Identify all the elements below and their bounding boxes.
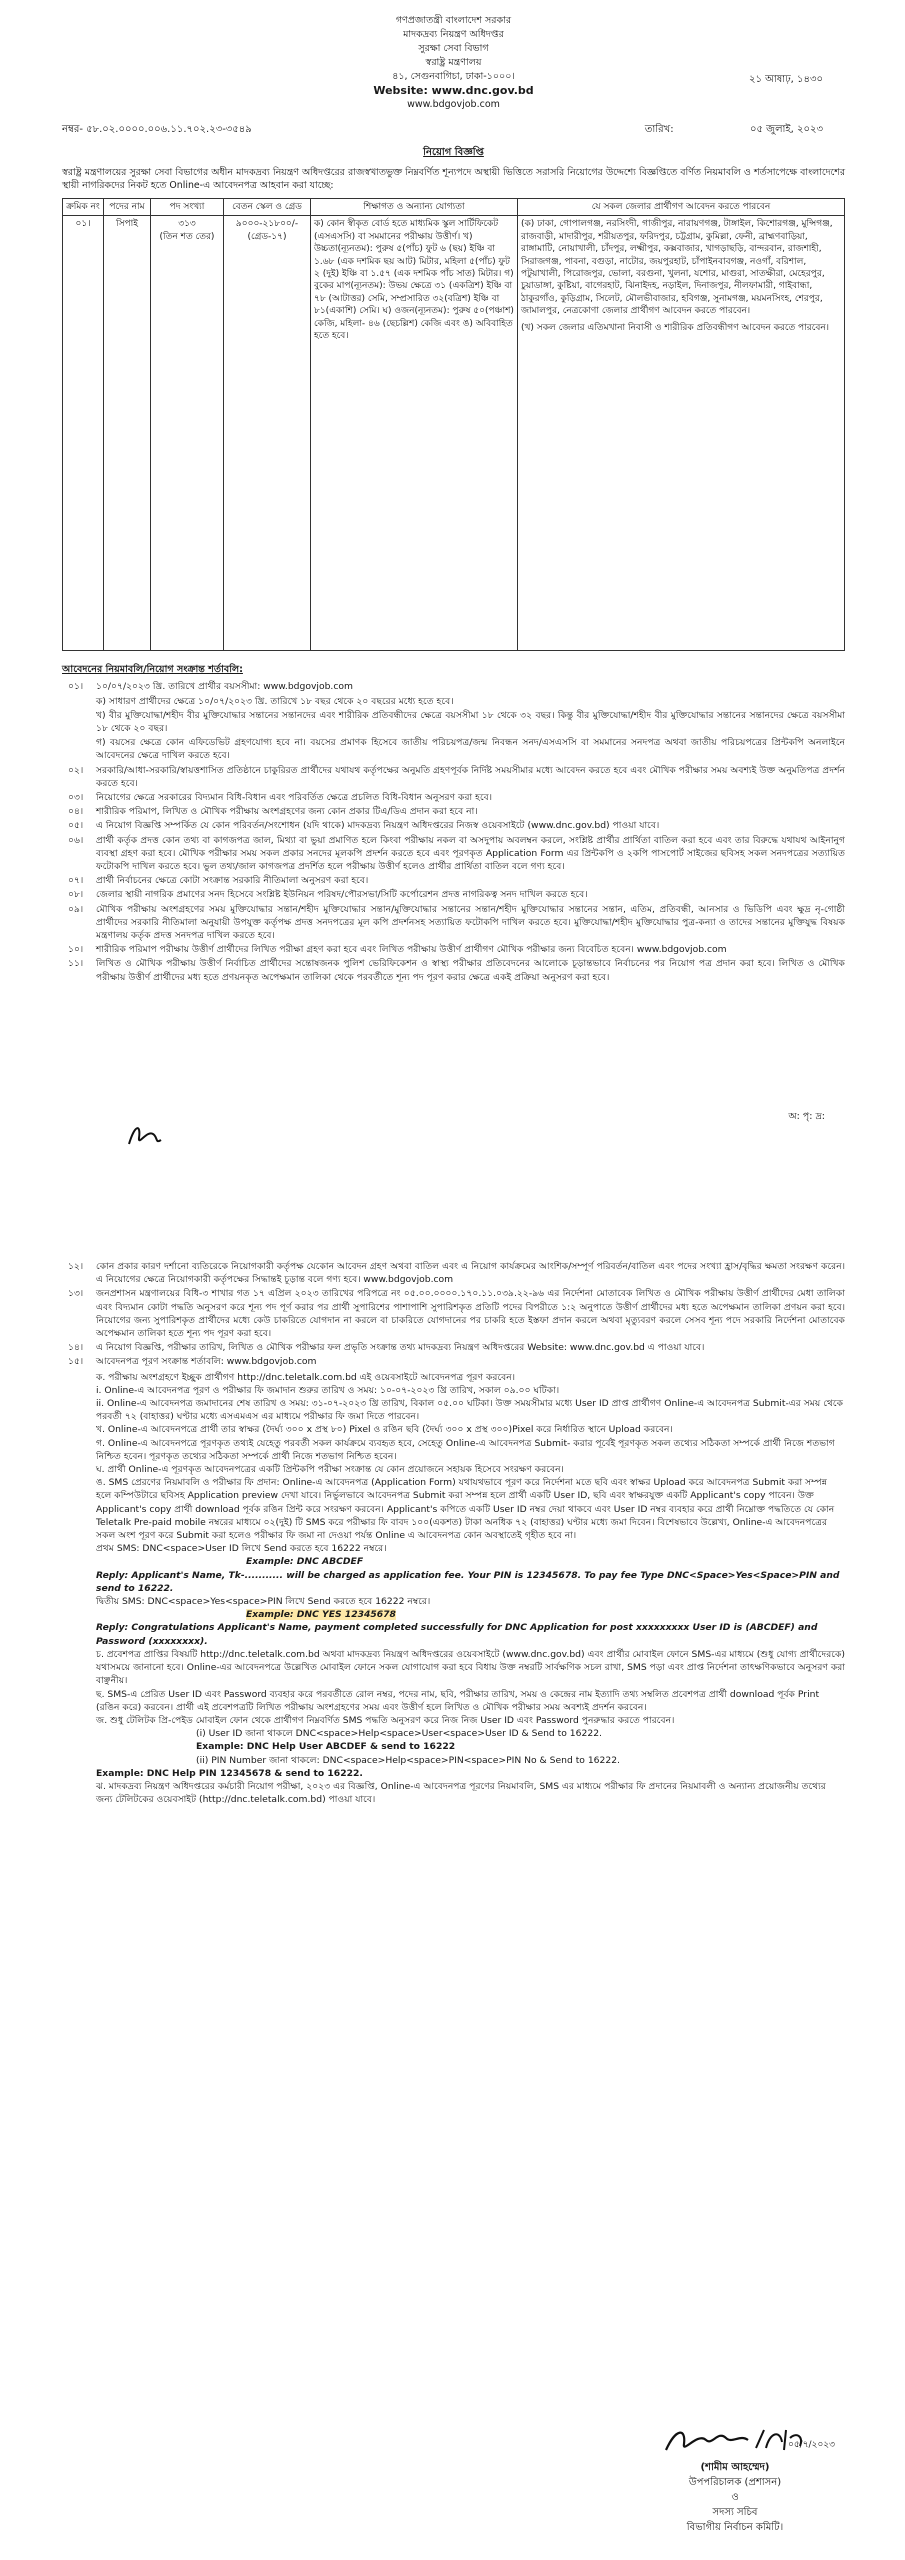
- date-english-wrap: [645, 122, 823, 139]
- apply-d: ঘ. প্রার্থী Online-এ পূরণকৃত আবেদনপত্রের একটি প্রিন্টকপি পরীক্ষা সংক্রান্ত যে কোন প্রয়োজনে সহায়ক হিসেবে সংরক্ষণ করবেন।: [96, 1464, 564, 1476]
- date-bengali: ২১ আষাঢ়, ১৪৩০: [748, 74, 823, 85]
- rule-item: [62, 764, 845, 790]
- rule-item: [62, 888, 845, 901]
- rule-text: জেলার স্থায়ী নাগরিক প্রমাণের সনদ হিসেবে সংশ্লিষ্ট ইউনিয়ন পরিষদ/পৌরসভা/সিটি কর্পোরেশন প্রদত্ত নাগরিকত্ব সনদ দাখিল করতে হবে।: [96, 889, 588, 901]
- rule-text: জনপ্রশাসন মন্ত্রণালয়ের বিধি-৩ শাখার গত ১৭ এপ্রিল ২০২৩ তারিখের পরিপত্রে নং ০৫.০০.০০০০.১৭০.১১.০৩৯.২২-৯৬ এর নির্দেশনা মোতাবেক লিখিত ও মৌখিক পরীক্ষায় উত্তীর্ণ প্রার্থীদের মেধা তালিকা এবং বিদ্যমান কোটা পদ্ধতি অনুসরণ করে শূন্য পদ পূর্ণ করার পর প্রার্থী সুপারিশের পাশাপাশি সুপারিশকৃত প্রতিটি পদের বিপরীতে ১:২ অনুপাতে উত্তীর্ণ প্রার্থীদের মধ্য হতে অপেক্ষমান তালিকা প্রণয়ন করা হবে। নিয়োগের জন্য সুপারিশকৃত প্রার্থীদের মধ্যে কেউ চাকরিতে যোগদান না করলে বা চাকরিতে যোগদানের পর চাকরি হতে ইস্তফা প্রদান করলে অথবা মৃত্যুবরণ করলে সেসব শূন্য পদে সরকারি নির্দেশনা মোতাবেক অপেক্ষমান তালিকা হতে শূন্য পদ পূরণ করা হবে।: [96, 1288, 845, 1340]
- rule-number: ১৫।: [68, 1356, 84, 1368]
- sms-example-1: Example: DNC ABCDEF: [246, 1556, 364, 1568]
- date-block: [749, 72, 823, 88]
- date-english: ০৫ জুলাই, ২০২৩: [749, 124, 823, 135]
- rule-item: [62, 695, 845, 708]
- recover-pin-example: Example: DNC Help PIN 12345678 & send to 16222.: [96, 1767, 363, 1779]
- districts-a: (ক) ঢাকা, গোপালগঞ্জ, নরসিংদী, গাজীপুর, নারায়ণগঞ্জ, টাঙ্গাইল, কিশোরগঞ্জ, মুন্সিগঞ্জ, রাজবাড়ী, মাদারীপুর, শরীয়তপুর, ফরিদপুর, চট্টগ্রাম, কুমিল্লা, ফেনী, ব্রাহ্মণবাড়িয়া, রাঙ্গামাটি, নোয়াখালী, চাঁদপুর, লক্ষ্মীপুর, কক্সবাজার, খাগড়াছড়ি, বান্দরবান, রাজশাহী, সিরাজগঞ্জ, পাবনা, বগুড়া, নাটোর, জয়পুরহাট, চাঁপাইনবাবগঞ্জ, নওগাঁ, বরিশাল, পটুয়াখালী, পিরোজপুর, ভোলা, বরগুনা, খুলনা, যশোর, মাগুরা, সাতক্ষীরা, মেহেরপুর, চুয়াডাঙ্গা, কুষ্টিয়া, বাগেরহাট, ঝিনাইদহ, নড়াইল, দিনাজপুর, নীলফামারী, গাইবান্ধা, ঠাকুরগাঁও, কুড়িগ্রাম, সিলেট, মৌলভীবাজার, হবিগঞ্জ, সুনামগঞ্জ, ময়মনসিংহ, শেরপুর, জামালপুর, নেত্রকোণা জেলার প্রার্থীগণ আবেদন করতে পারবেন।: [521, 219, 833, 317]
- rule-number: [62, 709, 96, 735]
- rule-text: খ) বীর মুক্তিযোদ্ধা/শহীদ বীর মুক্তিযোদ্ধার সন্তানের সন্তানদের এবং শারীরিক প্রতিবন্ধীদের ক্ষেত্রে বয়সসীমা ১৮ থেকে ৩২ বছর। কিন্তু বীর মুক্তিযোদ্ধা/শহীদ বীর মুক্তিযোদ্ধার সন্তানের সন্তানদের ক্ষেত্রে বয়সসীমা ১৮ থেকে ২০ বছর।: [96, 709, 845, 735]
- rule-item: [62, 709, 845, 735]
- rule-item: [62, 680, 845, 693]
- rules-list-page-1: [62, 680, 845, 983]
- table-row: [63, 216, 845, 651]
- address: ৪১, সেগুনবাগিচা, ঢাকা-১০০০।: [392, 71, 515, 82]
- col-count: পদ সংখ্যা: [151, 199, 224, 216]
- rule-text: সরকারি/আধা-সরকারি/স্বায়ত্তশাসিত প্রতিষ্ঠানে চাকুরিরত প্রার্থীদের যথাযথ কর্তৃপক্ষের অনুমতি গ্রহণপূর্বক নির্দিষ্ট সময়সীমার মধ্যে আবেদন করতে হবে এবং মৌখিক পরীক্ষার সময় অবশ্যই উক্ত অনুমতিপত্র প্রদর্শন করতে হবে।: [96, 764, 845, 789]
- apply-f: চ. প্রবেশপত্র প্রাপ্তির বিষয়টি http://dnc.teletalk.com.bd অথবা মাদকদ্রব্য নিয়ন্ত্রণ অধিদপ্তরের ওয়েবসাইটে (www.dnc.gov.bd) এবং প্রার্থীর মোবাইল ফোনে SMS-এর মাধ্যমে (শুধু যোগ্য প্রার্থীদেরকে) যথাসময়ে জানানো হবে। Online-এর আবেদনপত্রে উল্লেখিত মোবাইল ফোনে সকল যোগাযোগ করা হবে বিধায় উক্ত নম্বরটি সার্বক্ষণিক সচল রাখা, SMS পড়া এবং প্রাপ্ত নির্দেশনা তাৎক্ষণিকভাবে অনুসরণ করা বাঞ্ছনীয়।: [96, 1648, 846, 1687]
- page-separator: [0, 1190, 905, 1250]
- count-words: (তিন শত তের): [159, 231, 215, 242]
- rule-text: শারীরিক পরিমাপ, লিখিত ও মৌখিক পরীক্ষায় অংশগ্রহণের জন্য কোন প্রকার টিএ/ডিএ প্রদান করা হবে না।: [96, 806, 478, 818]
- apply-e: ঙ. SMS প্রেরণের নিয়মাবলি ও পরীক্ষার ফি প্রদান: Online-এ আবেদনপত্র (Application Form) যথাযথভাবে পূরণ করে নির্দেশনা মতে ছবি এবং স্বাক্ষর Upload করে আবেদনপত্র Submit করা সম্পন্ন হলে কম্পিউটারে ছবিসহ Application preview দেখা যাবে। নির্ভুলভাবে আবেদনপত্র Submit করা সম্পন্ন হলে প্রার্থী একটি User ID, ছবি এবং স্বাক্ষরযুক্ত একটি Applicant's copy পাবেন। উক্ত Applicant's copy প্রার্থী download পূর্বক রঙিন প্রিন্ট করে সংরক্ষণ করবেন। Applicant's কপিতে একটি User ID নম্বর দেয়া থাকবে এবং User ID নম্বর ব্যবহার করে প্রার্থী নিম্নোক্ত পদ্ধতিতে যে কোন Teletalk Pre-paid mobile নম্বরের মাধ্যমে ০২(দুই) টি SMS করে পরীক্ষার ফি বাবদ ১০০(একশত) টাকা অনধিক ৭২ (বাহাত্তর) ঘণ্টার মধ্যে জমা দিবেন। বিশেষভাবে উল্লেখ্য, Online-এ আবেদনপত্রের সকল অংশ পূরণ করে Submit করা হলেও পরীক্ষার ফি জমা না দেওয়া পর্যন্ত Online এ আবেদনপত্র কোন অবস্থাতেই গৃহীত হবে না।: [96, 1477, 835, 1542]
- rule-item: [62, 834, 845, 874]
- cell-serial: ০১।: [63, 216, 104, 651]
- rule-item: [62, 791, 845, 804]
- rule-number: ০৩।: [68, 792, 84, 804]
- rule-item: [62, 957, 845, 983]
- rule-text: প্রার্থী কর্তৃক প্রদত্ত কোন তথ্য বা কাগজপত্র জাল, মিথ্যা বা ভুয়া প্রমাণিত হলে কিংবা পরীক্ষায় নকল বা অসদুপায় অবলম্বন করলে, সংশ্লিষ্ট প্রার্থীর প্রার্থিতা বাতিল করা হবে এবং তার বিরুদ্ধে যথাযথ আইনানুগ ব্যবস্থা গ্রহণ করা হবে। মৌখিক পরীক্ষার সময় সকল প্রকার সনদের মূলকপি প্রদর্শন করতে হবে এবং পূরণকৃত Application Form এর প্রিন্টকপি ও ২কপি পাসপোর্ট সাইজের ছবিসহ সকল সনদপত্রের সত্যায়িত ফটোকপি দাখিল করতে হবে। ভুল তথ্য/জাল কাগজপত্র প্রদর্শিত হলে পরীক্ষায় উত্তীর্ণ হলেও প্রার্থীর প্রার্থিতা বাতিল বলে গণ্য হবে।: [96, 834, 845, 873]
- rule-number: ০৫।: [68, 820, 84, 832]
- signatory-committee: বিভাগীয় নির্বাচন কমিটি।: [686, 2522, 784, 2533]
- rule-number: ০৯।: [68, 903, 84, 915]
- apply-ii: ii. Online-এ আবেদনপত্র জমাদানের শেষ তারিখ ও সময়: ৩১-০৭-২০২৩ খ্রি তারিখ, বিকাল ০৫.০০ ঘটিকা। উক্ত সময়সীমার মধ্যে User ID প্রাপ্ত প্রার্থীগণ Online-এ আবেদনপত্র Submit-এর সময় থেকে পরবর্তী ৭২ (বাহাত্তর) ঘণ্টার মধ্যে এসএমএস এর মাধ্যমে পরীক্ষার ফি জমা দিতে পারবেন।: [96, 1398, 844, 1423]
- count-number: ৩১৩: [178, 219, 196, 230]
- notice-title: নিয়োগ বিজ্ঞপ্তি: [423, 147, 484, 158]
- recover-user-id-example: Example: DNC Help User ABCDEF & send to 16222: [196, 1741, 456, 1753]
- col-scale: বেতন স্কেল ও গ্রেড: [224, 199, 311, 216]
- cell-count: [151, 216, 224, 651]
- application-instructions: [62, 1371, 845, 1807]
- division-name: সুরক্ষা সেবা বিভাগ: [418, 43, 489, 54]
- signature-date: ০৫/৭/২০২৩: [787, 2440, 835, 2450]
- signatory-name: (শামীম আহম্মেদ): [700, 2462, 770, 2473]
- rule-text: গ) বয়সের ক্ষেত্রে কোন এফিডেভিট গ্রহণযোগ্য হবে না। বয়সের প্রমাণক হিসেবে জাতীয় পরিচয়পত্র/জন্ম নিবন্ধন সনদ/এসএসসি বা সমমানের সনদপত্র অথবা জাতীয় পরিচয়পত্রের প্রিন্টকপি অনলাইনে আবেদনের ক্ষেত্রে দাখিল করতে হবে।: [96, 737, 845, 762]
- department-name: মাদকদ্রব্য নিয়ন্ত্রণ অধিদপ্তর: [403, 29, 504, 40]
- page-turn-note: অ: পৃ: দ্র:: [788, 1111, 825, 1122]
- sms-second: দ্বিতীয় SMS: DNC<space>Yes<space>PIN লিখে Send করতে হবে 16222 নম্বরে।: [96, 1596, 431, 1608]
- rule-number: [62, 736, 96, 762]
- col-qualification: শিক্ষাগত ও অন্যান্য যোগ্যতা: [311, 199, 518, 216]
- signatory-and: ও: [731, 2492, 739, 2503]
- ministry-name: স্বরাষ্ট্র মন্ত্রণালয়: [425, 57, 482, 68]
- table-header-row: [63, 199, 845, 216]
- sms-example-2-text: Example: DNC YES 12345678: [246, 1609, 396, 1621]
- rule-text: ক) সাধারণ প্রার্থীদের ক্ষেত্রে ১০/০৭/২০২৩ খ্রি. তারিখে ১৮ বছর থেকে ২০ বছরের মধ্যে হতে হবে।: [96, 695, 454, 707]
- rule-number: ১০।: [68, 944, 84, 956]
- rules-list-page-2: [62, 1260, 845, 1369]
- pay-scale: ৯০০০-২১৮০০/-: [235, 219, 299, 230]
- vacancy-table: [62, 198, 845, 651]
- sms-reply-2: Reply: Congratulations Applicant's Name, payment completed successfully for DNC Application for post xxxxxxxxx User ID is (ABCDEF) and Password (xxxxxxxx).: [96, 1622, 818, 1647]
- rule-number: ১১।: [68, 958, 84, 970]
- rule-number: ১৪।: [68, 1342, 84, 1354]
- rule-text: প্রার্থী নির্বাচনের ক্ষেত্রে কোটা সংক্রান্ত সরকারি নীতিমালা অনুসরণ করা হবে।: [96, 875, 369, 887]
- apply-c: গ. Online-এ আবেদনপত্রে পূরণকৃত তথ্যই যেহেতু পরবর্তী সকল কার্যক্রমে ব্যবহৃত হবে, সেহেতু Online-এ আবেদনপত্র Submit- করার পূর্বেই পূরণকৃত সকল তথ্যের সঠিকতা সম্পর্কে প্রার্থী নিজে শতভাগ নিশ্চিত হবেন। পূরণকৃত তথ্যের সঠিকতা সম্পর্কে প্রার্থী নিজে শতভাগ নিশ্চিত হবেন।: [96, 1437, 835, 1462]
- pay-grade: (গ্রেড-১৭): [247, 231, 287, 242]
- notice-page-1: [0, 0, 905, 1190]
- rule-item: [62, 805, 845, 818]
- cell-post: সিপাই: [104, 216, 151, 651]
- col-post: পদের নাম: [104, 199, 151, 216]
- cell-qualification: ক) কোন স্বীকৃত বোর্ড হতে মাধ্যমিক স্কুল সার্টিফিকেট (এসএসসি) বা সমমানের পরীক্ষায় উত্তীর্ণ। খ) উচ্চতা(ন্যূনতম): পুরুষ ৫(পাঁচ) ফুট ৬ (ছয়) ইঞ্চি বা ১.৬৮ (এক দশমিক ছয় আট) মিটার, মহিলা ৫(পাঁচ) ফুট ২ (দুই) ইঞ্চি বা ১.৫৭ (এক দশমিক পাঁচ সাত) মিটার। গ) বুকের মাপ(ন্যূনতম): উভয় ক্ষেত্রে ৩১ (একত্রিশ) ইঞ্চি বা ৭৮ (আটাত্তর) সেমি, সম্প্রসারিত ৩২(বত্রিশ) ইঞ্চি বা ৮১(একাশি) সেমি। ঘ) ওজন(ন্যূনতম): পুরুষ ৫০(পঞ্চাশ) কেজি, মহিলা- ৪৬ (ছেচল্লিশ) কেজি এবং ঙ) অবিবাহিত হতে হবে।: [311, 216, 518, 651]
- reference-line: [62, 122, 845, 139]
- rule-text: এ নিয়োগ বিজ্ঞপ্তি সম্পর্কিত যে কোন পরিবর্তন/সংশোধন (যদি থাকে) মাদকদ্রব্য নিয়ন্ত্রণ অধিদপ্তরের নিজস্ব ওয়েবসাইটে (www.dnc.gov.bd) পাওয়া যাবে।: [96, 820, 660, 832]
- apply-i: i. Online-এ আবেদনপত্র পূরণ ও পরীক্ষার ফি জমাদান শুরুর তারিখ ও সময়: ১০-০৭-২০২৩ খ্রি তারিখ, সকাল ০৯.০০ ঘটিকা।: [96, 1384, 560, 1396]
- rule-item: [62, 736, 845, 762]
- rule-number: ০২।: [68, 764, 84, 776]
- rule-number: ১৩।: [68, 1288, 84, 1300]
- apply-i2: ঝ. মাদকদ্রব্য নিয়ন্ত্রণ অধিদপ্তরের কর্মচারী নিয়োগ পরীক্ষা, ২০২৩ এর বিজ্ঞপ্তি, Online-এ আবেদনপত্র পূরণের নিয়মাবলি, SMS এর মাধ্যমে পরীক্ষার ফি প্রদানের নিয়মাবলী ও অন্যান্য প্রয়োজনীয় তথ্যের জন্য টেলিটকের ওয়েবসাইট (http://dnc.teletalk.com.bd) পাওয়া যাবে।: [96, 1780, 826, 1806]
- rules-title: আবেদনের নিয়মাবলি/নিয়োগ সংক্রান্ত শর্তাবলি:: [62, 664, 243, 676]
- intro-paragraph: স্বরাষ্ট্র মন্ত্রণালয়ের সুরক্ষা সেবা বিভাগের অধীন মাদকদ্রব্য নিয়ন্ত্রণ অধিদপ্তরের রাজস্বখাতভুক্ত নিম্নবর্ণিত শূন্যপদে অস্থায়ী ভিত্তিতে সরাসরি নিয়োগের উদ্দেশ্যে বিজ্ঞপ্তিতে বর্ণিত নিয়মাবলি ও শর্তসাপেক্ষে বাংলাদেশের স্থায়ী নাগরিকদের নিকট হতে Online-এ আবেদনপত্র আহবান করা যাচ্ছে:: [62, 167, 845, 191]
- rule-text: এ নিয়োগ বিজ্ঞপ্তি, পরীক্ষার তারিখ, লিখিত ও মৌখিক পরীক্ষার ফল প্রভৃতি সংক্রান্ত তথ্য মাদকদ্রব্য নিয়ন্ত্রণ অধিদপ্তরের Website: www.dnc.gov.bd এ পাওয়া যাবে।: [96, 1342, 705, 1354]
- rule-text: লিখিত ও মৌখিক পরীক্ষায় উত্তীর্ণ নির্বাচিত প্রার্থীদের সন্তোষজনক পুলিশ ভেরিফিকেশন ও স্বাস্থ্য পরীক্ষার প্রতিবেদনের আলোকে চূড়ান্তভাবে নির্বাচনের পর নিয়োগ পত্র প্রদান করা হবে। লিখিত ও মৌখিক পরীক্ষায় উত্তীর্ণ প্রার্থীদের মধ্য হতে প্রণয়নকৃত অপেক্ষমান তালিকা থেকে পরবর্তীতে শূন্য পদ পূরণ করার ক্ষেত্রে একই প্রক্রিয়া অনুসরণ করা হবে।: [96, 958, 845, 983]
- initial-signature-icon: [125, 1120, 165, 1150]
- signature-block: [635, 2420, 835, 2535]
- rule-item: [62, 943, 845, 956]
- govt-name: গণপ্রজাতন্ত্রী বাংলাদেশ সরকার: [395, 15, 512, 26]
- reference-number: নম্বর- ৫৮.০২.০০০০.০০৬.১১.৭০২.২৩-৩৫৪৯: [62, 124, 252, 135]
- cell-districts: [518, 216, 845, 651]
- letterhead: [62, 14, 845, 112]
- rule-number: ০৬।: [68, 834, 84, 846]
- rule-number: [62, 695, 96, 708]
- rule-item: [62, 903, 845, 943]
- apply-g: ছ. SMS-এ প্রেরিত User ID এবং Password ব্যবহার করে পরবর্তীতে রোল নম্বর, পদের নাম, ছবি, পরীক্ষার তারিখ, সময় ও কেন্দ্রের নাম ইত্যাদি তথ্য সম্বলিত প্রবেশপত্র প্রার্থী download পূর্বক Print (রঙিন করে) করবেন। প্রার্থী এই প্রবেশপত্রটি লিখিত পরীক্ষায় অংশগ্রহণের সময় এবং উত্তীর্ণ হলে লিখিত ও মৌখিক পরীক্ষার সময় অবশ্যই প্রদর্শন করবেন।: [96, 1688, 820, 1713]
- website: Website: www.dnc.gov.bd: [373, 84, 534, 97]
- col-districts: যে সকল জেলার প্রার্থীগণ আবেদন করতে পারবেন: [518, 199, 845, 216]
- sms-reply-1: Reply: Applicant's Name, Tk-........... will be charged as application fee. Your PIN is 12345678. To pay fee Type DNC<Space>Yes<Space>PIN and send to 16222.: [96, 1569, 840, 1594]
- districts-b: (খ) সকল জেলার এতিমখানা নিবাসী ও শারীরিক প্রতিবন্ধীগণ আবেদন করতে পারবেন।: [521, 322, 829, 333]
- rule-number: ০৪।: [68, 806, 84, 818]
- rule-number: ০৮।: [68, 889, 84, 901]
- rule-text: আবেদনপত্র পূরণ সংক্রান্ত শর্তাবলি: www.bdgovjob.com: [96, 1356, 317, 1368]
- rule-text: নিয়োগের ক্ষেত্রে সরকারের বিদ্যমান বিধি-বিধান এবং পরিবর্তিত ক্ষেত্রে প্রচলিত বিধি-বিধান অনুসরণ করা হবে।: [96, 792, 493, 804]
- rule-number: ০১।: [68, 681, 84, 693]
- rule-text: শারীরিক পরিমাপ পরীক্ষায় উত্তীর্ণ প্রার্থীদের লিখিত পরীক্ষা গ্রহণ করা হবে এবং লিখিত পরীক্ষায় উত্তীর্ণ প্রার্থীগণ মৌখিক পরীক্ষার জন্য বিবেচিত হবেন। www.bdgovjob.com: [96, 944, 727, 956]
- col-serial: ক্রমিক নং: [63, 199, 104, 216]
- rule-text: মৌখিক পরীক্ষায় অংশগ্রহণের সময় মুক্তিযোদ্ধার সন্তান/শহীদ মুক্তিযোদ্ধার সন্তান/মুক্তিযোদ্ধার সন্তানের সন্তান/শহীদ মুক্তিযোদ্ধার সন্তানের সন্তান, এতিম, প্রতিবন্ধী, আনসার ও ভিডিপি এবং ক্ষুদ্র নৃ-গোষ্ঠী প্রার্থীদের সরকারি নীতিমালা অনুযায়ী উপযুক্ত কর্তৃপক্ষ প্রদত্ত সনদপত্রের মূল কপি প্রদর্শনসহ সত্যায়িত ফটোকপি দাখিল করতে হবে। মুক্তিযোদ্ধা/শহীদ মুক্তিযোদ্ধার পুত্র-কন্যা ও তাদের সন্তানের মুক্তিযুদ্ধ বিষয়ক মন্ত্রণালয় কর্তৃক প্রদত্ত সনদপত্র দাখিল করতে হবে।: [96, 903, 845, 942]
- date-label: তারিখ:: [644, 124, 674, 135]
- rule-item: [62, 1341, 845, 1354]
- signatory-title: উপপরিচালক (প্রশাসন): [688, 2477, 782, 2488]
- recover-user-id: (i) User ID জানা থাকলে DNC<space>Help<space>User<space>User ID & Send to 16222.: [196, 1728, 602, 1740]
- recover-pin: (ii) PIN Number জানা থাকলে: DNC<space>Help<space>PIN<space>PIN No & Send to 16222.: [196, 1754, 620, 1766]
- sms-first: প্রথম SMS: DNC<space>User ID লিখে Send করতে হবে 16222 নম্বরে।: [96, 1543, 387, 1555]
- rule-item: [62, 1260, 845, 1286]
- rule-number: ০৭।: [68, 875, 84, 887]
- signatory-role: সদস্য সচিব: [712, 2507, 758, 2518]
- rule-item: [62, 874, 845, 887]
- watermark-site: www.bdgovjob.com: [407, 99, 500, 110]
- rule-number: ১২।: [68, 1261, 84, 1272]
- apply-a: ক. পরীক্ষায় অংশগ্রহণে ইচ্ছুক প্রার্থীগণ http://dnc.teletalk.com.bd এই ওয়েবসাইটে আবেদনপত্র পূরণ করবেন।: [96, 1371, 516, 1383]
- notice-page-2: [0, 1250, 905, 2560]
- apply-b: খ. Online-এ আবেদনপত্রে প্রার্থী তার স্বাক্ষর (দৈর্ঘ্য ৩০০ x প্রস্থ ৮০) Pixel ও রঙিন ছবি (দৈর্ঘ্য ৩০০ x প্রস্থ ৩০০)Pixel করে নির্ধারিত স্থানে Upload করবেন।: [96, 1424, 673, 1436]
- rule-item: [62, 1355, 845, 1368]
- sms-example-2: [96, 1608, 845, 1621]
- rule-item: [62, 1287, 845, 1340]
- apply-h: জ. শুধু টেলিটক প্রি-পেইড মোবাইল ফোন থেকে প্রার্থীগণ নিম্নবর্ণিত SMS পদ্ধতি অনুসরণ করে নিজ নিজ User ID এবং Password পুনরুদ্ধার করতে পারবেন।: [96, 1714, 675, 1726]
- rule-text: কোন প্রকার কারণ দর্শানো ব্যতিরেকে নিয়োগকারী কর্তৃপক্ষ যেকোন আবেদন গ্রহণ অথবা বাতিল এবং এ নিয়োগ কার্যক্রমের আংশিক/সম্পূর্ণ পরিবর্তন/বাতিল এবং পদের সংখ্যা হ্রাস/বৃদ্ধির ক্ষমতা সংরক্ষণ করেন। এ নিয়োগের ক্ষেত্রে নিয়োগকারী কর্তৃপক্ষের সিদ্ধান্তই চূড়ান্ত বলে গণ্য হবে। www.bdgovjob.com: [96, 1261, 845, 1286]
- cell-scale: [224, 216, 311, 651]
- rule-item: [62, 819, 845, 832]
- rule-text: ১০/০৭/২০২৩ খ্রি. তারিখে প্রার্থীর বয়সসীমা: www.bdgovjob.com: [96, 681, 353, 693]
